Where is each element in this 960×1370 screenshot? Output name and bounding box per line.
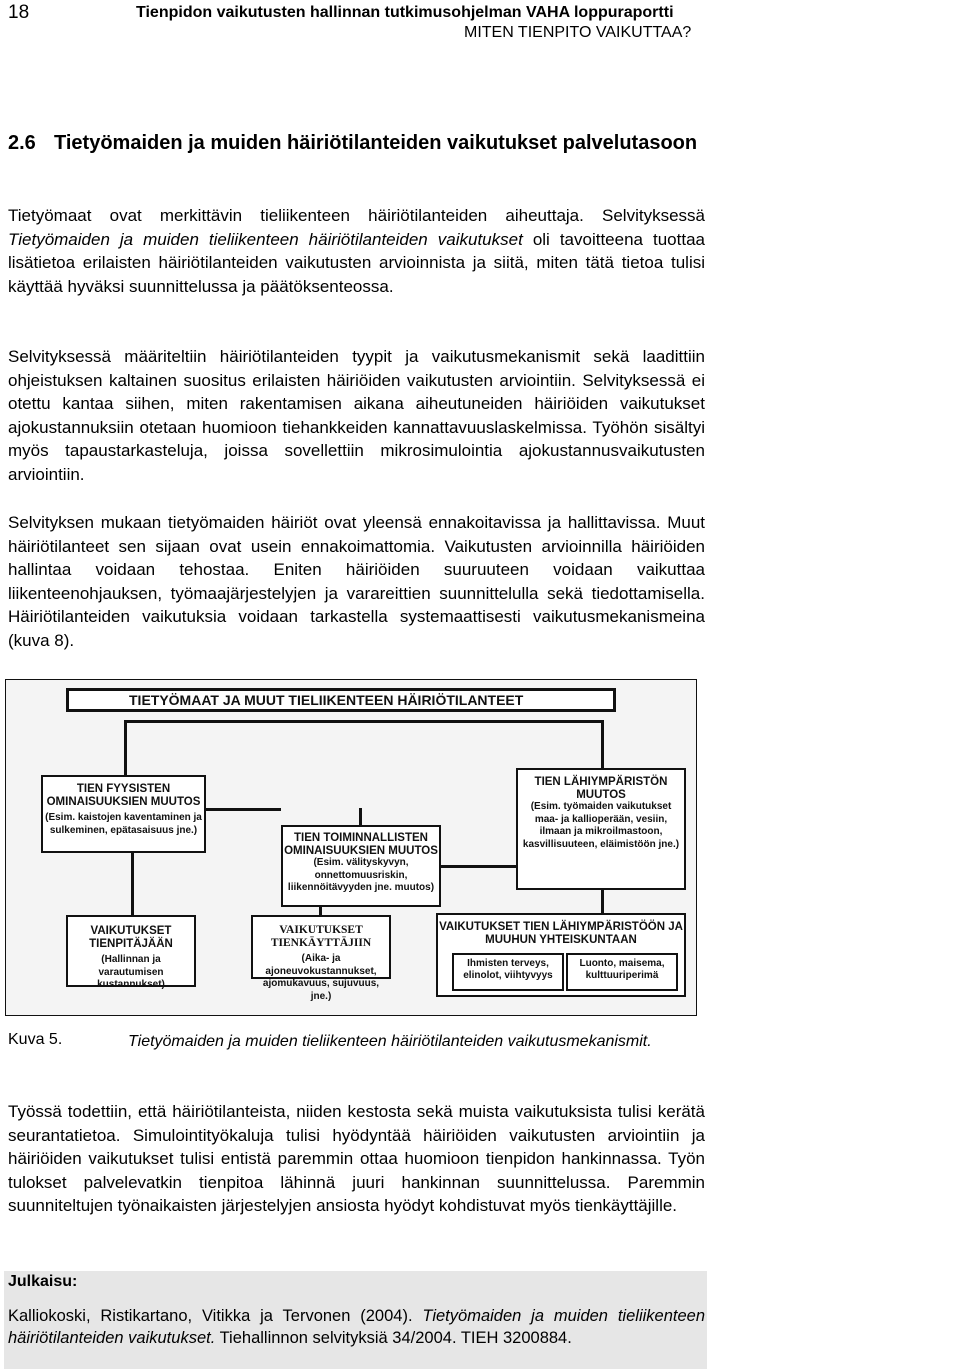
paragraph-3: Selvityksen mukaan tietyömaiden häiriöt ovat yleensä ennakoitavissa ja hallittavissa. Muut häiriötilanteet sen sijaan ovat usein ennakoimattomia. Vaikutusten arvioinnilla häiriöiden hallintaa voidaan tehostaa. Eniten häiriöiden suuruuteen voidaan vaikuttaa liikenteenohjauksen, työmaajärjestelyjen ja varareittien suunnittelulla sekä tiedottamisella. Häiriötilanteiden vaikutuksia voidaan tarkastella systemaattisesti vaikutusmekanismeina (kuva 8). [8,513,705,650]
nature-subbox: Luonto, maisema, kulttuuriperimä [566,953,678,991]
section-heading [8,130,728,157]
environment-change-description: (Esim. työmaiden vaikutukset maa- ja kallioperään, vesiin, ilmaan ja mikroilmastoon, kasvillisuuteen, eläimistöön jne.) [522,801,680,850]
paragraph-1-report-title: Tietyömaiden ja muiden tieliikenteen häiriötilanteiden vaikutukset [8,229,523,249]
publication-authors: Kalliokoski, Ristikartano, Vitikka ja Tervonen (2004). [8,1307,423,1325]
connector-line [359,808,362,825]
impact-mechanism-diagram [5,679,697,1016]
functional-change-title: TIEN TOIMINNALLISTEN OMINAISUUKSIEN MUUTOS [284,832,438,857]
connector-line [124,720,604,723]
figure-caption-label: Kuva 5. [8,1031,63,1048]
road-user-description: (Aika- ja ajoneuvokustannukset, ajomukavuus, sujuvuus, jne.) [262,953,380,1002]
diagram-functional-change-box [281,825,441,907]
diagram-environment-change-box [516,768,686,890]
diagram-top-box: TIETYÖMAAT JA MUUT TIELIIKENTEEN HÄIRIÖTILANTEET [66,688,616,712]
connector-line [441,865,516,868]
functional-change-description: (Esim. välityskyvyn, onnettomuusriskin, liikennöitävyyden jne. muutos) [287,857,435,893]
paragraph-1 [8,204,705,298]
road-user-title: VAIKUTUKSET TIENKÄYTTÄJIIN [270,924,372,949]
diagram-physical-change-box [41,775,206,853]
society-title: VAIKUTUKSET TIEN LÄHIYMPÄRISTÖÖN JA MUUHUN YHTEISKUNTAAN [439,921,683,946]
connector-line [131,853,134,915]
physical-change-description: (Esim. kaistojen kaventaminen ja sulkeminen, epätasaisuus jne.) [45,812,202,836]
section-number: 2.6 [8,132,36,154]
health-subbox: Ihmisten terveys, elinolot, viihtyvyys [452,953,564,991]
diagram-society-box [436,913,686,997]
connector-line [206,808,281,811]
publication-reference [8,1305,705,1349]
section-title: Tietyömaiden ja muiden häiriötilanteiden vaikutukset palvelutasoon [54,132,698,154]
diagram-road-authority-box [66,915,196,990]
publication-series: Tiehallinnon selvityksiä 34/2004. TIEH 3200884. [215,1329,572,1347]
environment-change-title: TIEN LÄHIYMPÄRISTÖN MUUTOS [534,776,668,801]
connector-line [319,907,322,915]
page-number: 18 [8,2,30,23]
running-header-title: Tienpidon vaikutusten hallinnan tutkimusohjelman VAHA loppuraportti [136,4,674,21]
diagram-road-user-box [251,915,391,1002]
connector-line [601,720,604,768]
paragraph-2: Selvityksessä määriteltiin häiriötilanteiden tyypit ja vaikutusmekanismit sekä laadittiin ohjeistuksen kaltainen suositus erilaisten häiriöiden vaikutusten arviointiin. Selvityksessä ei otettu kantaa siihen, miten rakentamisen aikana aiheutuneiden häiriöiden vaikutukset ajokustannuksiin otetaan huomioon tiehankkeiden kannattavuuslaskelmissa. Työhön sisältyi myös tapaustarkasteluja, joissa sovellettiin mikrosimulointia ajokustannusvaikutusten arviointiin. [8,347,705,484]
running-header-subtitle: MITEN TIENPITO VAIKUTTAA? [464,24,692,41]
publication-heading: Julkaisu: [8,1273,78,1290]
paragraph-4: Työssä todettiin, että häiriötilanteista, niiden kestosta sekä muista vaikutuksista tulisi kerätä seurantatietoa. Simulointityökaluja tulisi hyödyntää häiriöiden vaikutusten arviointiin ja häiriöiden vaikutukset tulisi entistä paremmin ottaa huomioon tienpidon hankinnassa. Työn tulokset palvelevatkin tienpitoa lähinnä juuri hankinnan suunnittelussa. Paremmin suunniteltujen työnaikaisten järjestelyjen ansiosta hyödyt kohdistuvat myös tienkäyttäjille. [8,1102,705,1215]
road-authority-title: VAIKUTUKSET TIENPITÄJÄÄN [89,925,173,950]
road-authority-description: (Hallinnan ja varautumisen kustannukset) [97,954,165,990]
paragraph-1-text-a: Tietyömaat ovat merkittävin tieliikenteen häiriötilanteiden aiheuttaja. Selvityksessä [8,206,705,225]
physical-change-title: TIEN FYYSISTEN OMINAISUUKSIEN MUUTOS [46,783,201,808]
paragraph-1-text-b: oli tavoitteena tuottaa lisätietoa erilaisten häiriötilanteiden vaikutusten arvioinnista ja siitä, miten tätä tietoa tulisi käyttää hyväksi suunnittelussa ja päätöksenteossa. [8,229,705,296]
connector-line [124,720,127,775]
publication-title: Tietyömaiden ja muiden tieliikenteen häiriötilanteiden vaikutukset. [8,1307,705,1347]
connector-line [601,890,604,913]
figure-caption-text: Tietyömaiden ja muiden tieliikenteen häiriötilanteiden vaikutusmekanismit. [128,1033,652,1050]
